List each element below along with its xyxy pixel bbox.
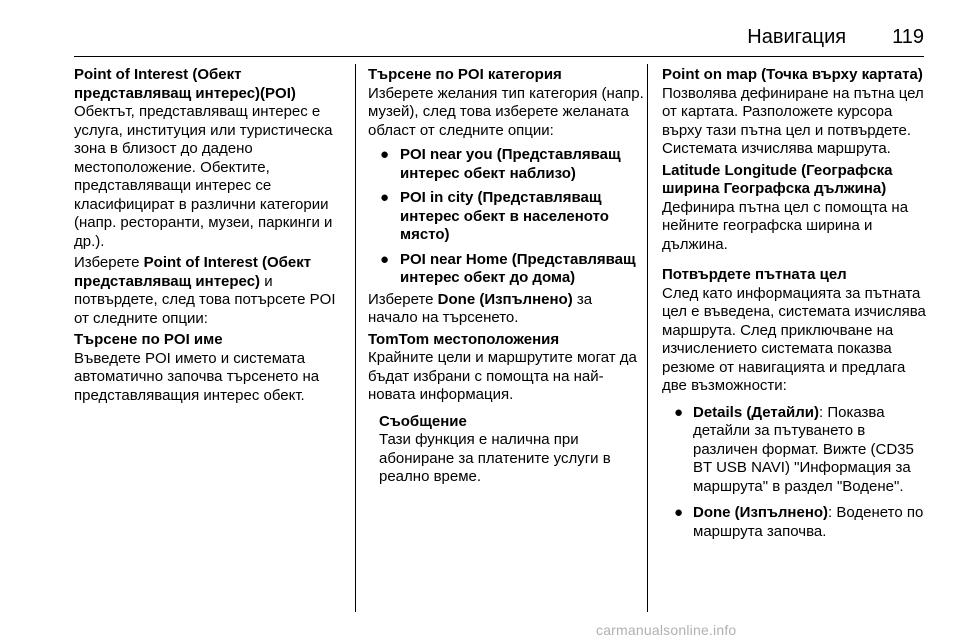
column-2: [368, 66, 644, 487]
column-1: [74, 66, 348, 405]
poi-name-search-text: Въведете POI името и системата автоматично започва търсенето на представляващия интерес обект.: [74, 349, 320, 404]
note-text: Тази функция е налична при абониране за платените услуги в реално време.: [379, 431, 611, 485]
page-header: [747, 26, 924, 49]
poi-area-list: [368, 146, 644, 288]
confirm-destination-text: След като информацията за пътната цел е въведена, системата изчислява маршрута. След приключване на изчислението системата показва резюме от навигацията и предлага две възможности:: [662, 284, 926, 394]
poi-instruction: Изберете Point of Interest (Обект представляващ интерес) и потвърдете, след това потърсете POI от следните опции:: [74, 254, 336, 327]
confirm-destination-heading: Потвърдете пътната цел: [662, 266, 847, 283]
note-title: Съобщение: [379, 412, 467, 430]
lat-long-text: Дефинира пътна цел с помощта на нейните географска ширина и дължина.: [662, 198, 909, 253]
point-on-map-text: Позволява дефиниране на пътна цел от картата. Разположете курсора върху тази пътна цел и потвърдете. Системата изчислява маршрута.: [662, 84, 924, 157]
poi-category-text: Изберете желания тип категория (напр. музей), след това изберете желаната област от следните опции:: [368, 84, 644, 139]
column-divider-2: [647, 64, 648, 612]
done-instruction: Изберете Done (Изпълнено) за начало на търсенето.: [368, 290, 593, 326]
list-item: ● POI in city (Представляващ интерес обект в населеното място): [380, 189, 609, 243]
list-item: ● Done (Изпълнено): Воденето по маршрута започва.: [674, 504, 924, 540]
poi-description: Обектът, представляващ интерес е услуга, институция или туристическа зона в близост до дадено местоположение. Обектите, представляващи интерес се класифицират в различни категории (напр. ресторанти, музеи, паркинги и др.).: [74, 103, 333, 250]
confirm-options-list: [662, 404, 927, 542]
poi-heading: Point of Interest (Обект представляващ интерес)(POI): [74, 66, 296, 102]
poi-category-heading: Търсене по POI категория: [368, 66, 562, 83]
page-number: 119: [892, 26, 924, 48]
tomtom-heading: TomTom местоположения: [368, 330, 560, 348]
list-item: ● POI near you (Представляващ интерес обект наблизо): [380, 146, 621, 182]
column-3: [662, 66, 927, 541]
watermark: carmanualsonline.info: [596, 622, 737, 638]
column-divider-1: [355, 64, 356, 612]
poi-menu-option: Point of Interest (Обект представляващ интерес): [74, 254, 312, 290]
lat-long-heading: Latitude Longitude (Географска ширина Географска дължина): [662, 161, 893, 197]
list-item: ● Details (Детайли): Показва детайли за пътуването в различен формат. Вижте (CD35 BT USB NAVI) "Информация за маршрута" в раздел "Водене".: [674, 403, 914, 495]
section-title: Навигация: [747, 26, 847, 48]
list-item: ● POI near Home (Представляващ интерес обект до дома): [380, 250, 636, 286]
note-box: [368, 413, 644, 487]
header-rule: [74, 56, 924, 57]
tomtom-text: Крайните цели и маршрутите могат да бъдат избрани с помощта на най-новата информация.: [368, 349, 637, 403]
poi-name-search-heading: Търсене по POI име: [74, 331, 223, 348]
point-on-map-heading: Point on map (Точка върху картата): [662, 66, 923, 83]
